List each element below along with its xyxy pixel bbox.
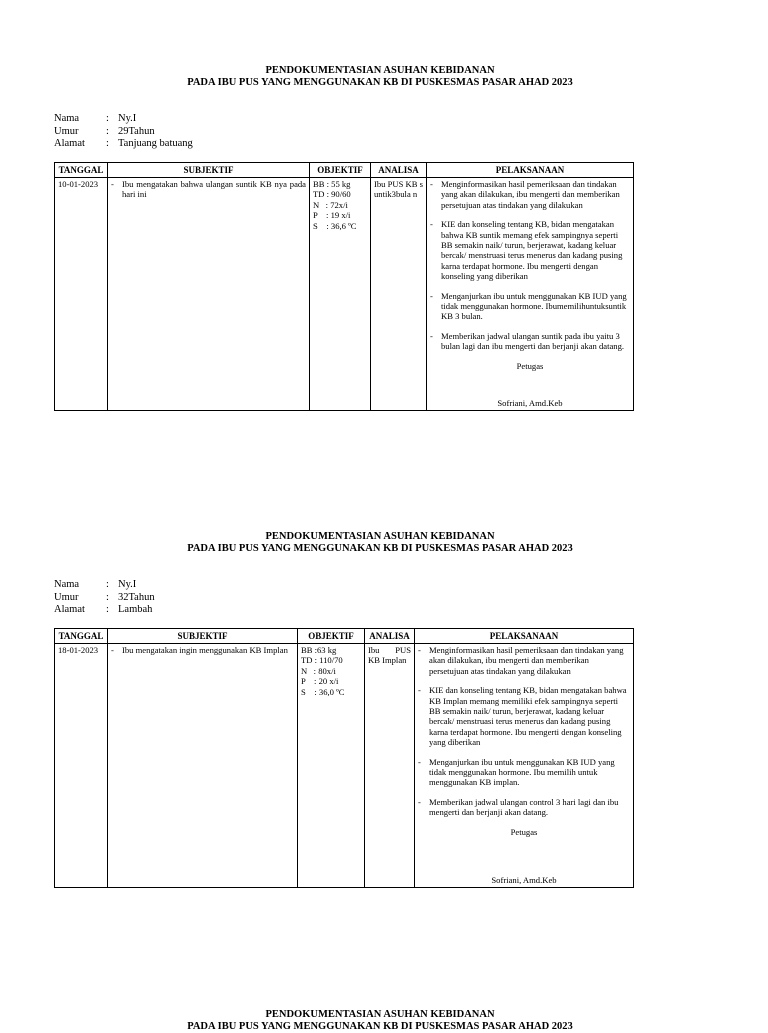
vital-n: N : 72x/i — [313, 199, 348, 210]
cell-objektif — [310, 178, 371, 411]
label-nama: Nama — [54, 113, 80, 124]
cell-tanggal: 10-01-2023 — [55, 178, 108, 411]
header-analisa: ANALISA — [365, 629, 415, 644]
document-title — [54, 1009, 706, 1033]
table-header-row — [55, 163, 634, 178]
list-item: - Menginformasikan hasil pemeriksaan dan tindakan yang akan dilakukan, ibu mengerti dan memberikan persetujuan atas tindakan yang dilakukan — [418, 645, 624, 676]
header-pelaksanaan: PELAKSANAAN — [427, 163, 634, 178]
patient-identity: Nama : Ny.I Umur : 29Tahun Alamat : Tanjuang batuang — [54, 113, 193, 149]
vital-n: N : 80x/i — [301, 665, 336, 676]
cell-analisa: Ibu PUS KB Implan — [365, 644, 415, 888]
list-item: - Memberikan jadwal ulangan suntik pada ibu yaitu 3 bulan lagi dan ibu mengerti dan berjanji akan datang. — [430, 330, 625, 352]
title-line-2: PADA IBU PUS YANG MENGGUNAKAN KB DI PUSKESMAS PASAR AHAD 2023 — [187, 543, 573, 554]
header-pelaksanaan: PELAKSANAAN — [415, 629, 634, 644]
label-umur: Umur — [54, 125, 79, 137]
patient-identity: Nama : Ny.I Umur : 32Tahun Alamat : Lambah — [54, 579, 155, 615]
petugas-label: Petugas — [516, 360, 544, 371]
document-title — [54, 531, 706, 555]
header-tanggal: TANGGAL — [55, 163, 108, 178]
header-objektif: OBJEKTIF — [310, 163, 371, 178]
list-item: - Menganjurkan ibu untuk menggunakan KB IUD yang tidak menggunakan hormone. Ibu memilih untuk menggunakan KB implan. — [418, 756, 615, 788]
cell-pelaksanaan — [427, 178, 634, 411]
title-line-1: PENDOKUMENTASIAN ASUHAN KEBIDANAN — [265, 65, 495, 76]
header-tanggal: TANGGAL — [55, 629, 108, 644]
label-umur: Umur — [54, 591, 79, 603]
header-subjektif: SUBJEKTIF — [108, 629, 298, 644]
patient-age: 32Tahun — [118, 591, 155, 603]
list-item: - Menganjurkan ibu untuk menggunakan KB IUD yang tidak menggunakan hormone. Ibumemilihuntuksuntik KB 3 bulan. — [430, 290, 627, 322]
patient-name: Ny.I — [118, 113, 137, 124]
patient-age: 29Tahun — [118, 125, 155, 137]
care-table — [54, 162, 634, 411]
signer-name: Sofriani, Amd.Keb — [491, 875, 557, 886]
patient-name: Ny.I — [118, 579, 137, 590]
table-row — [55, 644, 634, 888]
cell-analisa: Ibu PUS KB suntik3bula n — [371, 178, 427, 411]
cell-tanggal: 18-01-2023 — [55, 644, 108, 888]
patient-address: Lambah — [118, 604, 153, 615]
cell-pelaksanaan — [415, 644, 634, 888]
subjektif-text: Ibu mengatakan ingin menggunakan KB Implan — [122, 645, 288, 655]
cell-subjektif: - Ibu mengatakan ingin menggunakan KB Implan — [108, 644, 298, 888]
vital-s: S : 36,0 ºC — [301, 686, 345, 697]
vital-td: TD : 90/60 — [313, 189, 351, 200]
vital-s: S : 36,6 ºC — [313, 220, 357, 231]
list-item: - KIE dan konseling tentang KB, bidan mengatakan bahwa KB Implan memang memiliki efek sampingnya seperti BB semakin naik/ turun, berjerawat, kadang keluar bercak/ menstruasi terus menerus dan kadang pusing karna terdapat hormone. Ibu mengerti dengan konseling yang diberikan — [418, 685, 627, 748]
list-item: - Memberikan jadwal ulangan control 3 hari lagi dan ibu mengerti dan berjanji akan datang. — [418, 796, 619, 818]
title-line-1: PENDOKUMENTASIAN ASUHAN KEBIDANAN — [265, 531, 495, 542]
cell-objektif — [298, 644, 365, 888]
label-alamat: Alamat — [54, 604, 85, 615]
header-objektif: OBJEKTIF — [298, 629, 365, 644]
title-line-2: PADA IBU PUS YANG MENGGUNAKAN KB DI PUSKESMAS PASAR AHAD 2023 — [187, 1021, 573, 1032]
vital-bb: BB :63 kg — [301, 645, 337, 655]
document-title — [54, 65, 706, 89]
vital-p: P : 19 x/i — [313, 210, 351, 221]
header-subjektif: SUBJEKTIF — [108, 163, 310, 178]
petugas-label: Petugas — [510, 826, 538, 837]
patient-address: Tanjuang batuang — [118, 138, 193, 149]
header-analisa: ANALISA — [371, 163, 427, 178]
vital-p: P : 20 x/i — [301, 676, 339, 687]
table-row — [55, 178, 634, 411]
title-line-1: PENDOKUMENTASIAN ASUHAN KEBIDANAN — [265, 1009, 495, 1020]
signer-name: Sofriani, Amd.Keb — [497, 398, 563, 409]
vital-bb: BB : 55 kg — [313, 179, 351, 189]
title-line-2: PADA IBU PUS YANG MENGGUNAKAN KB DI PUSKESMAS PASAR AHAD 2023 — [187, 77, 573, 88]
list-item: - Menginformasikan hasil pemeriksaan dan tindakan yang akan dilakukan, ibu mengerti dan memberikan persetujuan atas tindakan yang dilakukan — [430, 179, 620, 210]
vital-td: TD : 110/70 — [301, 655, 343, 666]
subjektif-text: Ibu mengatakan bahwa ulangan suntik KB nya pada hari ini — [122, 179, 306, 200]
label-nama: Nama — [54, 579, 80, 590]
care-table — [54, 628, 634, 888]
table-header-row — [55, 629, 634, 644]
list-item: - KIE dan konseling tentang KB, bidan mengatakan bahwa KB suntik memang efek sampingnya seperti BB semakin naik/ turun, berjerawat, kadang keluar bercak/ menstruasi terus menerus dan kadang pusing karna terdapat hormone. Ibu mengerti dengan konseling yang diberikan — [430, 219, 623, 282]
label-alamat: Alamat — [54, 138, 85, 149]
cell-subjektif: - Ibu mengatakan bahwa ulangan suntik KB nya pada hari ini — [108, 178, 310, 411]
